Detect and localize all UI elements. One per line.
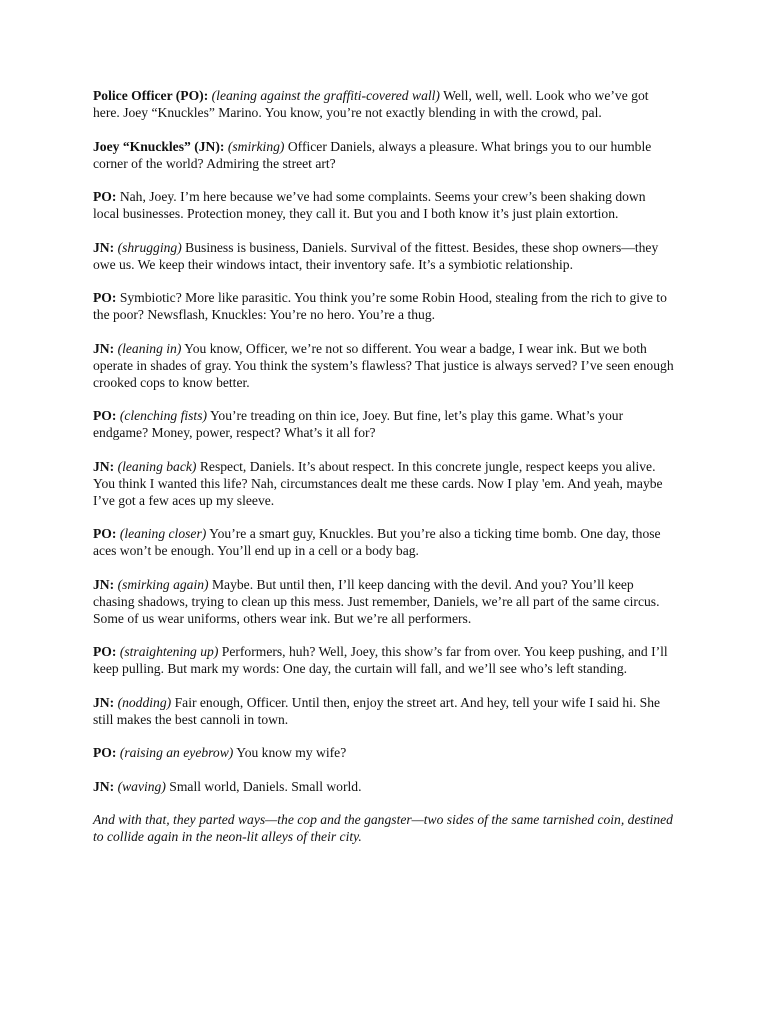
dialogue-text: Symbiotic? More like parasitic. You think you’re some Robin Hood, stealing from the rich to give to the poor? Newsflash, Knuckles: You’re no hero. You’re a thug. xyxy=(93,290,667,322)
stage-direction: (smirking) xyxy=(227,138,285,154)
stage-direction: (leaning closer) xyxy=(119,526,207,541)
dialogue-text: Small world, Daniels. Small world. xyxy=(169,778,362,794)
speaker-label: JN: xyxy=(93,340,115,356)
dialogue-line-6 xyxy=(93,340,675,391)
stage-direction: (leaning in) xyxy=(117,340,182,356)
stage-direction: (leaning against the graffiti-covered wall) xyxy=(211,88,440,103)
script-document xyxy=(93,87,675,862)
speaker-label: PO: xyxy=(93,290,117,305)
speaker-label: JN: xyxy=(93,239,115,255)
dialogue-line-7 xyxy=(93,407,675,441)
dialogue-text: Well, well, well. Look who we’ve got here. Joey “Knuckles” Marino. You know, you’re not exactly blending in with the crowd, pal. xyxy=(93,88,649,120)
dialogue-line-11 xyxy=(93,643,675,677)
dialogue-text: Business is business, Daniels. Survival of the fittest. Besides, these shop owners—they owe us. We keep their windows intact, their inventory safe. It’s a symbiotic relationship. xyxy=(93,239,659,272)
dialogue-line-3 xyxy=(93,188,675,222)
dialogue-text: You know, Officer, we’re not so different. You wear a badge, I wear ink. But we both operate in shades of gray. You think the system’s flawless? That justice is always served? I’ve seen enough crooked cops to know better. xyxy=(93,340,674,390)
stage-direction: (waving) xyxy=(117,778,166,794)
speaker-label: PO: xyxy=(93,644,117,659)
dialogue-text: Nah, Joey. I’m here because we’ve had some complaints. Seems your crew’s been shaking down local businesses. Protection money, they call it. But you and I both know it’s just plain extortion. xyxy=(93,189,646,221)
dialogue-line-12 xyxy=(93,694,675,728)
dialogue-line-4 xyxy=(93,239,675,273)
dialogue-text: Maybe. But until then, I’ll keep dancing with the devil. And you? You’ll keep chasing shadows, trying to clean up this mess. Just remember, Daniels, we’re all part of the same circus. Some of us wear uniforms, others wear ink. But we’re all performers. xyxy=(93,576,660,626)
stage-direction: (clenching fists) xyxy=(119,408,208,423)
dialogue-text: You’re treading on thin ice, Joey. But fine, let’s play this game. What’s your endgame? Money, power, respect? What’s it all for? xyxy=(93,408,624,440)
dialogue-text: You know my wife? xyxy=(236,745,347,760)
speaker-label: JN: xyxy=(93,694,115,710)
stage-direction: (raising an eyebrow) xyxy=(119,745,234,760)
speaker-label: PO: xyxy=(93,189,117,204)
speaker-label: Police Officer (PO): xyxy=(93,88,209,103)
closing-narration: And with that, they parted ways—the cop and the gangster—two sides of the same tarnished coin, destined to collide again in the neon-lit alleys of their city. xyxy=(93,812,673,844)
dialogue-line-14 xyxy=(93,778,675,795)
dialogue-text: Fair enough, Officer. Until then, enjoy the street art. And hey, tell your wife I said hi. She still makes the best cannoli in town. xyxy=(93,694,661,727)
speaker-label: JN: xyxy=(93,458,115,474)
speaker-label: PO: xyxy=(93,526,117,541)
dialogue-text: Officer Daniels, always a pleasure. What brings you to our humble corner of the world? Admiring the street art? xyxy=(93,138,652,171)
dialogue-line-10 xyxy=(93,576,675,627)
stage-direction: (smirking again) xyxy=(117,576,209,592)
dialogue-line-1 xyxy=(93,87,675,121)
speaker-label: PO: xyxy=(93,745,117,760)
stage-direction: (leaning back) xyxy=(117,458,197,474)
dialogue-text: Respect, Daniels. It’s about respect. In this concrete jungle, respect keeps you alive. You think I wanted this life? Nah, circumstances dealt me these cards. Now I play 'em. And yeah, maybe I’ve got a few aces up my sleeve. xyxy=(93,458,663,508)
dialogue-line-8 xyxy=(93,458,675,509)
dialogue-line-9 xyxy=(93,525,675,559)
stage-direction: (straightening up) xyxy=(119,644,219,659)
stage-direction: (nodding) xyxy=(117,694,172,710)
dialogue-text: You’re a smart guy, Knuckles. But you’re also a ticking time bomb. One day, those aces won’t be enough. You’ll end up in a cell or a body bag. xyxy=(93,526,661,558)
speaker-label: PO: xyxy=(93,408,117,423)
stage-direction: (shrugging) xyxy=(117,239,182,255)
dialogue-text: Performers, huh? Well, Joey, this show’s far from over. You keep pushing, and I’ll keep pulling. But mark my words: One day, the curtain will fall, and we’ll see who’s left standing. xyxy=(93,644,668,676)
dialogue-line-5 xyxy=(93,289,675,323)
speaker-label: JN: xyxy=(93,576,115,592)
speaker-label: Joey “Knuckles” (JN): xyxy=(93,138,225,154)
speaker-label: JN: xyxy=(93,778,115,794)
dialogue-line-2 xyxy=(93,138,675,172)
dialogue-line-13 xyxy=(93,744,675,761)
